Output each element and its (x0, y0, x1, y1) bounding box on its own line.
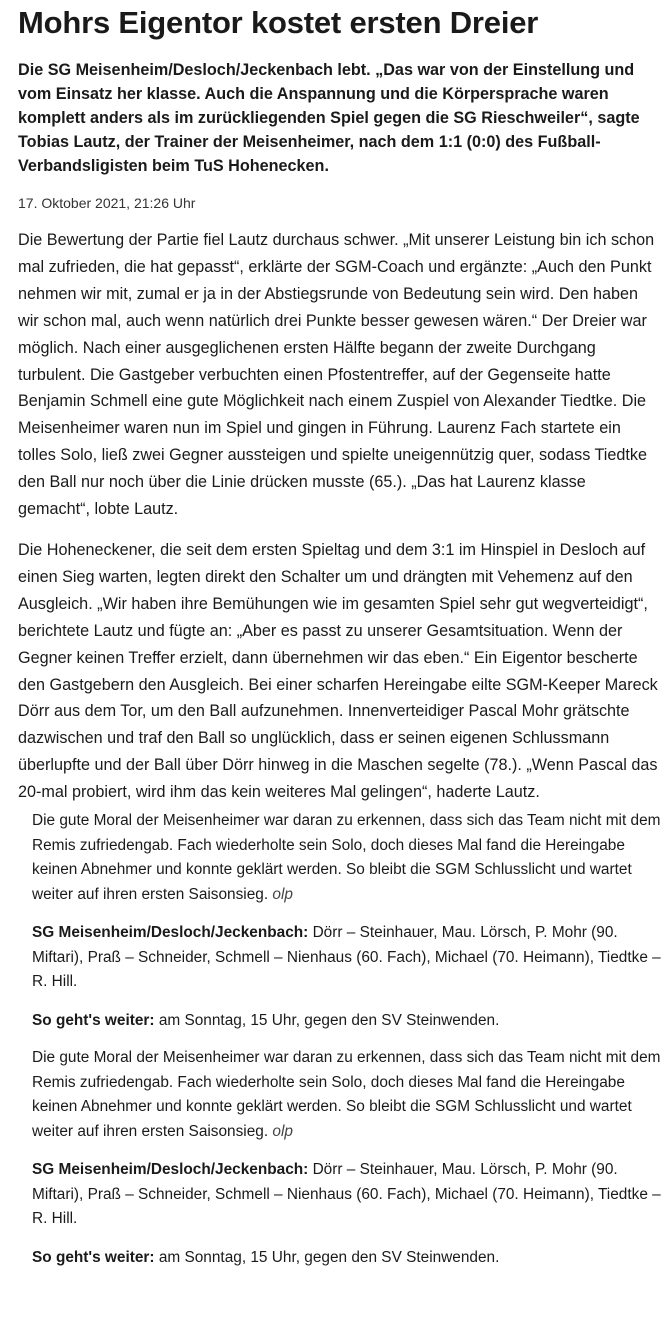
moral-paragraph-repeat (32, 1046, 662, 1144)
author-tag-repeat: olp (272, 1122, 293, 1140)
moral-paragraph (32, 809, 662, 907)
lineup-label: SG Meisenheim/Desloch/Jeckenbach: (32, 924, 309, 942)
lineup-text-repeat: Dörr – Steinhauer, Mau. Lörsch, P. Mohr (90. Miftari), Praß – Schneider, Schmell – Nienhaus (60. Fach), Michael (70. Heimann), Tiedtke – R. Hill. (32, 1161, 661, 1228)
lineup-text: Dörr – Steinhauer, Mau. Lörsch, P. Mohr (90. Miftari), Praß – Schneider, Schmell – Nienhaus (60. Fach), Michael (70. Heimann), Tiedtke – R. Hill. (32, 924, 661, 991)
next-game-label: So geht's weiter: (32, 1011, 155, 1029)
next-game-text-repeat: am Sonntag, 15 Uhr, gegen den SV Steinwenden. (158, 1248, 500, 1266)
moral-text-repeat: Die gute Moral der Meisenheimer war daran zu erkennen, dass sich das Team nicht mit dem Remis zufriedengab. Fach wiederholte sein Solo, doch dieses Mal fand die Hereingabe keinen Abnehmer und konnte geklärt werden. So bleibt die SGM Schlusslicht und wartet weiter auf ihren ersten Saisonsieg. (32, 1049, 661, 1140)
moral-text: Die gute Moral der Meisenheimer war daran zu erkennen, dass sich das Team nicht mit dem Remis zufriedengab. Fach wiederholte sein Solo, doch dieses Mal fand die Hereingabe keinen Abnehmer und konnte geklärt werden. So bleibt die SGM Schlusslicht und wartet weiter auf ihren ersten Saisonsieg. (32, 812, 661, 903)
body-paragraph-1: Die Bewertung der Partie fiel Lautz durchaus schwer. „Mit unserer Leistung bin ich schon mal zufrieden, die hat gepasst“, erklärte der SGM-Coach und ergänzte: „Auch den Punkt nehmen wir mit, zumal er ja in der Abstiegsrunde von Bedeutung sein wird. Den haben wir schon mal, auch wenn natürlich drei Punkte besser gewesen wären.“ Der Dreier war möglich. Nach einer ausgeglichenen ersten Hälfte begann der zweite Durchgang turbulent. Die Gastgeber verbuchten einen Pfostentreffer, auf der Gegenseite hatte Benjamin Schmell eine gute Möglichkeit nach einem Zuspiel von Alexander Tiedtke. Die Meisenheimer waren nun im Spiel und gingen in Führung. Laurenz Fach startete ein tolles Solo, ließ zwei Gegner aussteigen und spielte uneigennützig quer, sodass Tiedtke den Ball nur noch über die Linie drücken musste (65.). „Das hat Laurenz klasse gemacht“, lobte Lautz. (18, 231, 655, 519)
next-game-label-repeat: So geht's weiter: (32, 1248, 155, 1266)
lineup-paragraph-repeat (32, 1158, 662, 1232)
lineup-label-repeat: SG Meisenheim/Desloch/Jeckenbach: (32, 1161, 309, 1179)
next-game-paragraph-repeat (32, 1246, 662, 1271)
next-game-paragraph (32, 1009, 662, 1034)
info-block-2 (18, 1046, 662, 1270)
headline: Mohrs Eigentor kostet ersten Dreier (18, 5, 539, 40)
lineup-paragraph (32, 921, 662, 995)
lead-paragraph: Die SG Meisenheim/Desloch/Jeckenbach lebt. „Das war von der Einstellung und vom Einsatz her klasse. Auch die Anspannung und die Körpersprache waren komplett anders als im zurückliegenden Spiel gegen die SG Rieschweiler“, sagte Tobias Lautz, der Trainer der Meisenheimer, nach dem 1:1 (0:0) des Fußball-Verbandsligisten beim TuS Hohenecken. (18, 61, 640, 175)
info-block-1 (18, 809, 662, 1033)
author-tag: olp (272, 885, 293, 903)
next-game-text: am Sonntag, 15 Uhr, gegen den SV Steinwenden. (158, 1011, 500, 1029)
body-paragraph-2: Die Hoheneckener, die seit dem ersten Spieltag und dem 3:1 im Hinspiel in Desloch auf einen Sieg warten, legten direkt den Schalter um und drängten mit Vehemenz auf den Ausgleich. „Wir haben ihre Bemühungen wie im gesamten Spiel sehr gut wegverteidigt“, berichtete Lautz und fügte an: „Aber es passt zu unserer Gesamtsituation. Wenn der Gegner keinen Treffer erzielt, dann übernehmen wir das eben.“ Ein Eigentor bescherte den Gastgebern den Ausgleich. Bei einer scharfen Hereingabe eilte SGM-Keeper Mareck Dörr aus dem Tor, um den Ball aufzunehmen. Innenverteidiger Pascal Mohr grätschte dazwischen und traf den Ball so unglücklich, dass er seinen eigenen Schlussmann überlupfte und der Ball über Dörr hinweg in die Maschen segelte (78.). „Wenn Pascal das 20-mal probiert, wird ihm das kein weiteres Mal gelingen“, haderte Lautz. (18, 540, 658, 802)
publish-date: 17. Oktober 2021, 21:26 Uhr (18, 195, 196, 211)
